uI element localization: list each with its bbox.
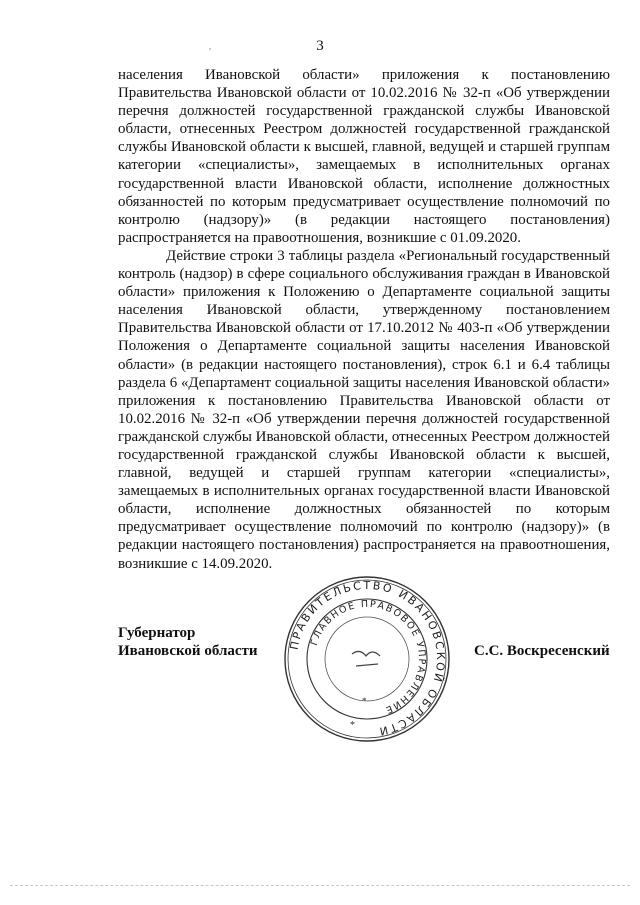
seal-signature-scribble <box>352 651 380 666</box>
signatory-title <box>118 624 258 660</box>
signatory-name: С.С. Воскресенский <box>474 643 610 659</box>
page-number: 3 <box>316 38 324 54</box>
official-seal <box>282 574 452 744</box>
seal-outer-text: ПРАВИТЕЛЬСТВО ИВАНОВСКОЙ ОБЛАСТИ <box>287 578 448 739</box>
seal-inner-ring <box>325 617 409 701</box>
scan-edge-marks <box>10 885 630 890</box>
paragraph-1: населения Ивановской области» приложения к постановлению Правительства Ивановской области от 10.02.2016 № 32-п «Об утверждении перечня должностей государственной гражданской службы Ивановской области, отнесенных Реестром должностей государственной гражданской службы Ивановской области к высшей, главной, ведущей и старшей группам категории «специалисты», замещаемых в исполнительных органах государственной власти Ивановской области, исполнение должностных обязанностей по которым предусматривает осуществление полномочий по контролю (надзору)» (в редакции настоящего постановления) распространяется на правоотношения, возникшие с 01.09.2020. <box>118 67 610 246</box>
document-body <box>118 66 610 573</box>
paragraph-2: Действие строки 3 таблицы раздела «Региональный государственный контроль (надзор) в сфере социального обслуживания граждан в Ивановской области» приложения к Положению о Департаменте социальной защиты населения Ивановской области, утвержденному постановлением Правительства Ивановской области от 17.10.2012 № 403-п «Об утверждении Положения о Департаменте социальной защиты населения Ивановской области» (в редакции настоящего постановления), строк 6.1 и 6.4 таблицы раздела 6 «Департамент социальной защиты населения Ивановской области» приложения к постановлению Правительства Ивановской области от 10.02.2016 № 32-п «Об утверждении перечня должностей государственной гражданской службы Ивановской области, отнесенных Реестром должностей государственной гражданской службы Ивановской области к высшей, главной, ведущей и старшей группам категории «специалисты», замещаемых в исполнительных органах государственной власти Ивановской области, исполнение должностных обязанностей по которым предусматривает осуществление полномочий по контролю (надзору)» (в редакции настоящего постановления) распространяется на правоотношения, возникшие с 14.09.2020. <box>118 247 610 572</box>
signatory-title-line-2: Ивановской области <box>118 643 258 659</box>
signatory-title-line-1: Губернатор <box>118 625 196 641</box>
seal-graphic <box>282 574 452 744</box>
seal-inner-text: ГЛАВНОЕ ПРАВОВОЕ УПРАВЛЕНИЕ <box>308 598 428 716</box>
seal-star-inner: * <box>362 696 367 706</box>
seal-star-bottom: * <box>350 720 355 731</box>
